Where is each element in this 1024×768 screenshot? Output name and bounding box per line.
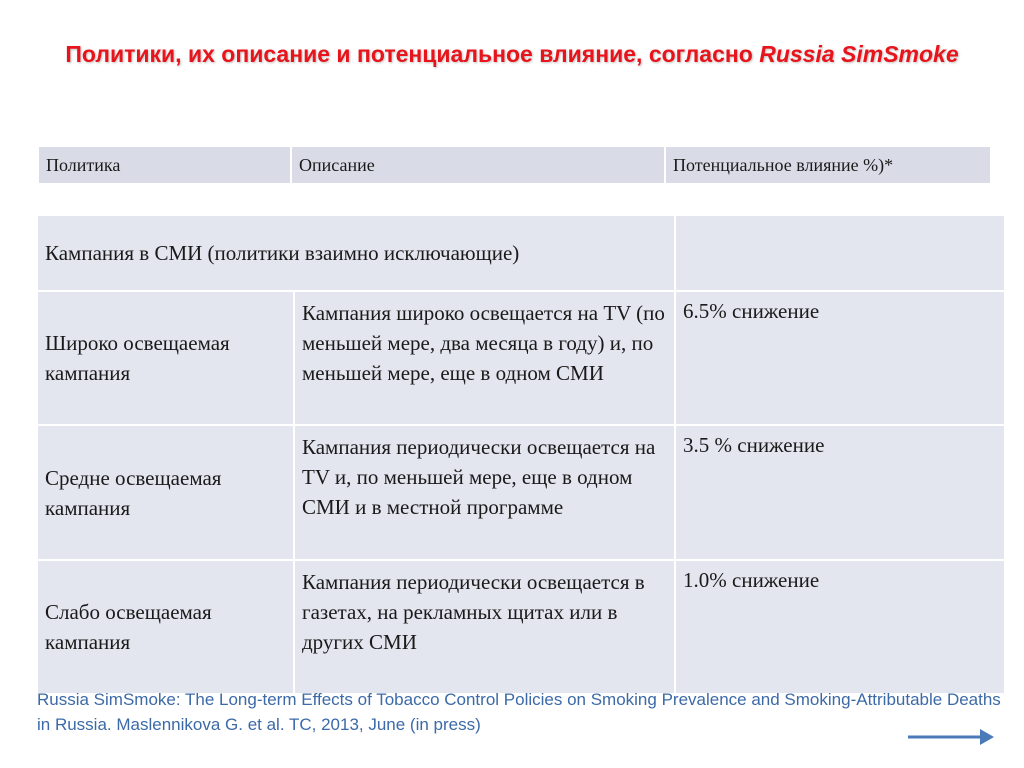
impact-cell: 3.5 % снижение xyxy=(675,425,1005,560)
citation-text: Russia SimSmoke: The Long-term Effects of Tobacco Control Policies on Smoking Prevalence and Smoking-Attributable Deaths in Russia. Maslennikova G. et al. TC, 2013, June (in press) xyxy=(37,690,1001,734)
header-description: Описание xyxy=(291,146,665,184)
policy-cell: Средне освещаемая кампания xyxy=(37,425,294,560)
description-cell: Кампания периодически освещается на TV и, по меньшей мере, еще в одном СМИ и в местной программе xyxy=(294,425,675,560)
header-policy: Политика xyxy=(38,146,291,184)
right-arrow-icon[interactable] xyxy=(906,726,996,748)
description-cell: Кампания периодически освещается в газетах, на рекламных щитах или в других СМИ xyxy=(294,560,675,694)
description-cell: Кампания широко освещается на TV (по меньшей мере, два месяца в году) и, по меньшей мере, еще в одном СМИ xyxy=(294,291,675,425)
header-table xyxy=(37,145,992,185)
title-text: Политики, их описание и потенциальное влияние, согласно xyxy=(65,41,760,67)
impact-cell: 6.5% снижение xyxy=(675,291,1005,425)
policy-cell: Слабо освещаемая кампания xyxy=(37,560,294,694)
section-empty-cell xyxy=(675,215,1005,291)
section-row xyxy=(37,215,1005,291)
table-row xyxy=(37,560,1005,694)
title-model-name: Russia SimSmoke xyxy=(759,41,959,67)
policy-cell: Широко освещаемая кампания xyxy=(37,291,294,425)
header-row xyxy=(38,146,991,184)
section-label: Кампания в СМИ (политики взаимно исключающие) xyxy=(37,215,675,291)
table-row xyxy=(37,425,1005,560)
policy-table xyxy=(36,214,1006,695)
impact-cell: 1.0% снижение xyxy=(675,560,1005,694)
header-impact: Потенциальное влияние %)* xyxy=(665,146,991,184)
slide-title xyxy=(30,38,994,71)
table-row xyxy=(37,291,1005,425)
